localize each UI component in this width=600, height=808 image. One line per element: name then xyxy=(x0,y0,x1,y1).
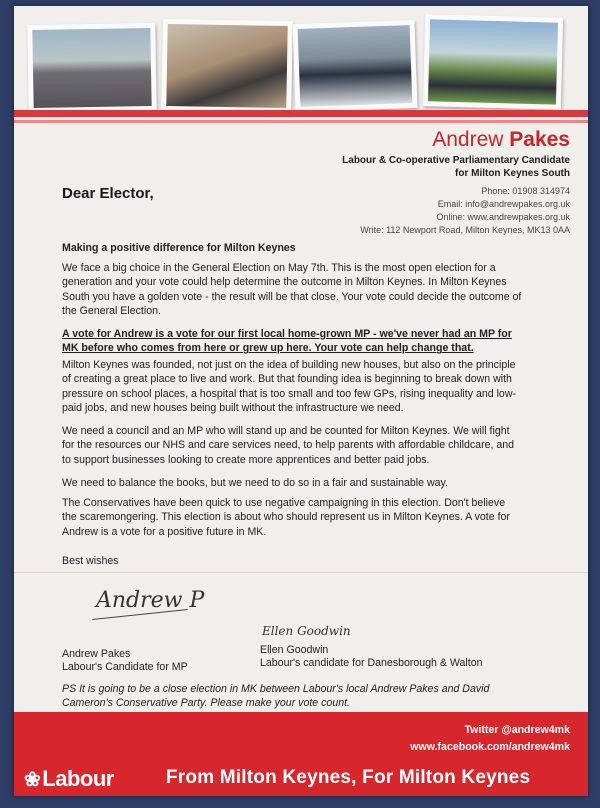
signature-andrew: Andrew P xyxy=(96,588,205,613)
signatory-1-title: Labour's Candidate for MP xyxy=(62,661,188,673)
labour-logo-text: Labour xyxy=(42,766,114,791)
red-stripe xyxy=(14,110,588,117)
twitter-handle: Twitter @andrew4mk xyxy=(464,724,570,736)
pink-stripe xyxy=(14,120,588,123)
paragraph-1: We face a big choice in the General Election on May 7th. This is the most open election for a generation and your vote could help determine the outcome in Milton Keynes. In Milton Keynes South you have a golden vote - the result will be that close. Your vote could decide the outcome of the General Election. xyxy=(62,262,522,318)
photo-outdoor-group xyxy=(423,14,563,110)
paragraph-5: We need to balance the books, but we need to do so in a fair and sustainable way. xyxy=(62,477,448,489)
signatory-2-name: Ellen Goodwin xyxy=(260,644,329,656)
facebook-url: www.facebook.com/andrew4mk xyxy=(410,741,570,753)
rose-icon: ❀ xyxy=(24,769,41,791)
paragraph-2-highlight: A vote for Andrew is a vote for our first local home-grown MP - we've never had an MP for MK before who comes from here or grew up here. Your vote can help change that. xyxy=(62,328,512,355)
postscript: PS It is going to be a close election in MK between Labour's local Andrew Pakes and David Cameron's Conservative Party. Please make your vote count. xyxy=(62,683,490,709)
signature-ellen: Ellen Goodwin xyxy=(262,624,351,638)
signatory-2-title: Labour's candidate for Danesborough & Walton xyxy=(260,657,483,669)
signatory-2 xyxy=(260,644,482,670)
contact-phone: Phone: 01908 314974 xyxy=(481,186,570,196)
labour-logo xyxy=(24,766,114,792)
footer-banner xyxy=(14,712,588,796)
signatory-1-name: Andrew Pakes xyxy=(62,648,131,660)
paragraph-4: We need a council and an MP who will stand up and be counted for Milton Keynes. We will fight for the resources our NHS and care services need, to help parents with affordable childcare, and to support businesses looking to create more apprentices and better paid jobs. xyxy=(62,425,515,466)
fold-line xyxy=(14,572,588,573)
photo-candidate-portrait xyxy=(27,23,157,113)
greeting: Dear Elector, xyxy=(62,185,154,202)
photo-cafe-group xyxy=(161,19,293,113)
letter-heading: Making a positive difference for Milton Keynes xyxy=(62,242,296,254)
signoff: Best wishes xyxy=(62,555,119,567)
contact-address: Write: 112 Newport Road, Milton Keynes, MK13 0AA xyxy=(360,225,570,235)
candidate-first-name: Andrew xyxy=(432,128,504,151)
role-line-2: for Milton Keynes South xyxy=(455,168,570,179)
paragraph-6: The Conservatives have been quick to use negative campaigning in this election. Don't believe the scaremongering. This election is about who should represent us in Milton Keynes. A vote for Andrew is a vote for a positive future in MK. xyxy=(62,497,510,538)
slogan: From Milton Keynes, For Milton Keynes xyxy=(166,767,531,788)
leaflet-page xyxy=(14,6,588,796)
signatory-1 xyxy=(62,648,188,674)
photo-campaigners-posters xyxy=(293,20,418,112)
photo-strip xyxy=(14,6,588,118)
candidate-last-name: Pakes xyxy=(509,128,570,151)
paragraph-3: Milton Keynes was founded, not just on the idea of building new houses, but also on the principle of creating a great place to live and work. But that founding idea is beginning to break down with pressure on school places, a hospital that is too small and too few GPs, rising inequality and low-paid jobs, and new houses being built without the infrastructure we need. xyxy=(62,359,517,415)
contact-email: Email: info@andrewpakes.org.uk xyxy=(437,199,570,209)
candidate-name xyxy=(432,128,570,152)
role-line-1: Labour & Co-operative Parliamentary Candidate xyxy=(342,155,570,166)
contact-online: Online: www.andrewpakes.org.uk xyxy=(436,212,570,222)
